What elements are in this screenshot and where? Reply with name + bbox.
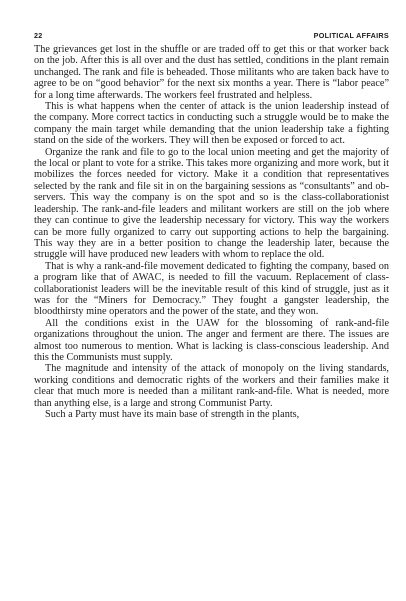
page-number: 22 [34, 31, 43, 40]
paragraph: The magnitude and intensity of the attack of monopoly on the living standards, working conditions and democratic rights of the workers and their families make it clear that much more is needed than a militant rank-and-file. What is needed, more than anything else, is a large and strong Communist Party. [34, 363, 389, 409]
paragraph: Such a Party must have its main base of strength in the plants, [45, 409, 300, 420]
paragraph: All the conditions exist in the UAW for the blossoming of rank-and-file organizations throughout the union. The anger and ferment are there. The issues are almost too numerous to mention. What is lacking is class-conscious leadership. And this the Communists must supply. [34, 317, 389, 363]
paragraph: Organize the rank and file to go to the local union meeting and get the majority of the local or plant to vote for a strike. This takes more organizing and more work, but it mobilizes the forces needed for victory. Make it a condition that representatives selected by the rank and file sit in on the bargaining sessions as “consultants” and observers. This way the company is on the spot and so is the class-collaborationist leadership. The rank-and-file leaders and militant workers are still on the job where they can continue to give the leadership necessary for victory. This way the workers can be more fully organized to carry out supporting actions to help the bargaining. This way they are in a better position to change the leadership later, because the struggle will have produced new leaders with whom to replace the old. [34, 146, 389, 261]
running-header [34, 31, 389, 40]
paragraph: This is what happens when the center of attack is the union leadership instead of the company. More correct tactics in conducting such a struggle would be to make the company the main target while demanding that the union leadership take a fighting stand on the side of the workers. They will then be exposed or forced to act. [34, 101, 389, 147]
journal-title: POLITICAL AFFAIRS [313, 31, 389, 40]
paragraph: That is why a rank-and-file movement dedicated to fighting the company, based on a program like that of AWAC, is needed to fill the vacuum. Replacement of class-collaborationist leaders will be the inevitable result of this kind of struggle, just as it was for the “Miners for Democracy.” They fought a gangster leadership, the bloodthirsty mine operators and the power of the state, and they won. [34, 260, 389, 318]
document-page [34, 31, 389, 420]
article-body [34, 44, 389, 420]
paragraph: The grievances get lost in the shuffle or are traded off to get this or that worker back on the job. After this is all over and the dust has settled, conditions in the plant remain unchanged. The rank and file is beheaded. Those militants who are taken back have to agree to be on “good behavior” for the next six months a year. There is “labor peace” for a long time afterwards. The workers feel frustrated and helpless. [34, 44, 389, 101]
